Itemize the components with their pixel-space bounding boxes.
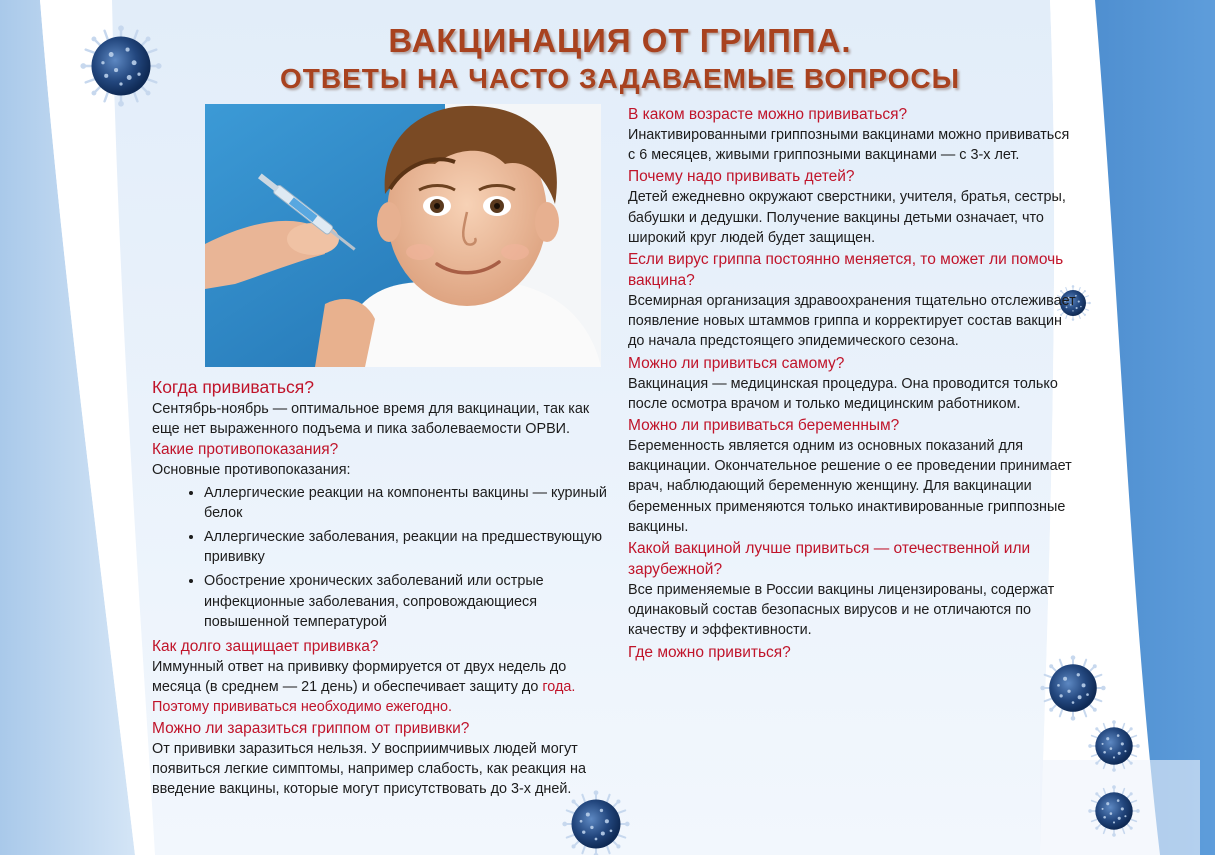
list-item: • Обострение хронических заболеваний или острые инфекционные заболевания, сопровождающиеся повышенной температурой xyxy=(204,571,607,632)
section-text: Иммунный ответ на прививку формируется от двух недель до месяца (в среднем — 21 день) и обеспечивает защиту до года. Поэтому прививаться необходимо ежегодно. xyxy=(152,659,576,716)
section-heading: Можно ли привиться самому? xyxy=(628,354,845,372)
section-text: Беременность является одним из основных показаний для вакцинации. Окончательное решение о ее проведении принимает врач, наблюдающий беременную женщину. Для вакцинации беременных применяются только инактивированные гриппозные вакцины. xyxy=(628,438,1072,535)
virus-icon xyxy=(1088,785,1140,837)
section-text: Все применяемые в России вакцины лицензированы, содержат одинаковый состав безопасных вирусов и не отличаются по качеству и эффективности. xyxy=(628,582,1055,639)
list-item: • Аллергические заболевания, реакции на предшествующую прививку xyxy=(204,527,607,567)
section-heading: Где можно привиться? xyxy=(628,643,791,661)
section-text: Вакцинация — медицинская процедура. Она проводится только после осмотра врачом и только медицинским работником. xyxy=(628,375,1058,412)
section-heading: Какие противопоказания? xyxy=(152,441,339,459)
section-text: Всемирная организация здравоохранения тщательно отслеживает появление новых штаммов гриппа и корректирует состав вакцин до начала предстоящего эпидемического сезона. xyxy=(628,293,1076,350)
virus-icon xyxy=(562,790,630,855)
section-heading: Если вирус гриппа постоянно меняется, то может ли помочь вакцина? xyxy=(628,251,1064,290)
contraindications-list xyxy=(152,483,607,632)
vaccination-photo xyxy=(205,104,601,367)
section-heading: В каком возрасте можно прививаться? xyxy=(628,106,908,123)
title-line-2: ОТВЕТЫ НА ЧАСТО ЗАДАВАЕМЫЕ ВОПРОСЫ xyxy=(279,63,960,94)
section-heading: Как долго защищает прививка? xyxy=(152,638,379,656)
section-text: Основные противопоказания: xyxy=(152,462,351,479)
section-text: Сентябрь-ноябрь — оптимальное время для вакцинации, так как еще нет выраженного подъема и пика заболеваемости ОРВИ. xyxy=(152,401,590,438)
section-text: Детей ежедневно окружают сверстники, учителя, братья, сестры, бабушки и дедушки. Получение вакцины детьми означает, что широкий круг людей будет защищен. xyxy=(628,189,1066,246)
section-heading: Какой вакциной лучше привиться — отечественной или зарубежной? xyxy=(628,540,1031,579)
title-line-1: ВАКЦИНАЦИЯ ОТ ГРИППА. xyxy=(388,22,852,59)
section-text: Инактивированными гриппозными вакцинами можно прививаться с 6 месяцев, живыми гриппозными вакцинами — с 3-х лет. xyxy=(628,127,1070,164)
left-column xyxy=(152,375,607,799)
section-heading: Почему надо прививать детей? xyxy=(628,168,855,186)
section-text: От прививки заразиться нельзя. У восприимчивых людей могут появиться легкие симптомы, например слабость, как реакция на введение вакцины, которые могут присутствовать до 3-х дней. xyxy=(152,740,586,798)
right-column xyxy=(628,103,1078,663)
virus-icon xyxy=(1088,720,1140,772)
highlight-text: года. Поэтому прививаться необходимо ежегодно. xyxy=(152,679,576,716)
virus-icon xyxy=(1040,655,1106,721)
section-heading: Когда прививаться? xyxy=(152,377,314,397)
emphasis: Сентябрь-ноябрь xyxy=(152,401,269,417)
section-heading: Можно ли прививаться беременным? xyxy=(628,417,900,435)
list-item: • Аллергические реакции на компоненты вакцины — куриный белок xyxy=(204,483,607,523)
section-heading: Можно ли заразиться гриппом от прививки? xyxy=(152,719,470,737)
